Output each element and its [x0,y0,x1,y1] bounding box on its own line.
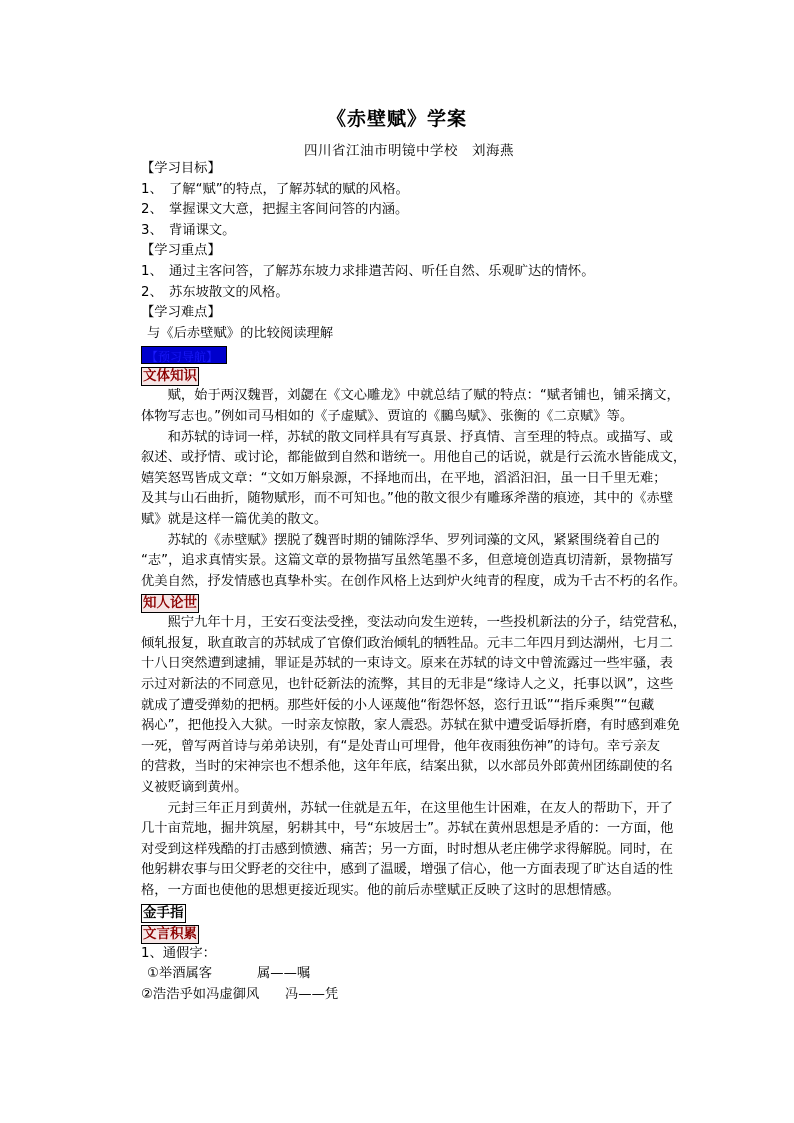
difficulty-heading: 【学习难点】 [141,305,221,321]
goal-item: 2、 掌握课文大意，把握主客间问答的内涵。 [141,202,409,218]
text-line: 优美自然，抒发情感也真挚朴实。在创作风格上达到炉火纯青的程度，成为千古不朽的名作。 [141,573,687,589]
document-body [141,159,687,1005]
text-line: 嬉笑怒骂皆成文章：“文如万斛泉源，不择地而出，在平地，滔滔汩汩，虽一日千里无难； [141,470,667,486]
text-line: 熙宁九年十月，王安石变法受挫，变法动向发生逆转，一些投机新法的分子，结党营私， [141,615,687,631]
goals-heading: 【学习目标】 [141,161,221,176]
text-line: 倾轧报复，耿直敢言的苏轼成了官僚们政治倾轧的牺牲品。元丰二年四月到达湖州，七月二 [141,635,673,651]
tongjia-item: ①举酒属客 属——嘱 [147,966,311,982]
text-line: “志”，追求真情实景。这篇文章的景物描写虽然笔墨不多，但意境创造真切清新，景物描写 [141,553,674,569]
text-line: 叙述、或抒情、或讨论，都能做到自然和谐统一。用他自己的话说，就是行云流水皆能成文， [141,450,687,466]
text-line: 及其与山石曲折，随物赋形，而不可知也。”他的散文很少有雕琢斧凿的痕迹，其中的《赤壁 [141,491,674,507]
text-line: 祸心”，把他投入大狱。一时亲友惊散，家人震恐。苏轼在狱中遭受诟辱折磨，有时感到难免 [141,718,680,734]
text-line: 他躬耕农事与田父野老的交往中，感到了温暖，增强了信心，他一方面表现了旷达自适的性 [141,862,673,878]
difficulty-text: 与《后赤壁赋》的比较阅读理解 [147,325,334,341]
focus-item: 1、 通过主客问答，了解苏东坡力求排遣苦闷、听任自然、乐观旷达的情怀。 [141,263,595,279]
tongjia-item: ②浩浩乎如冯虚御风 冯——凭 [141,986,339,1002]
golden-finger-tag: 金手指 [143,904,184,921]
classical-accumulation-tag: 文言积累 [143,925,197,942]
text-line: 一死，曾写两首诗与弟弟诀别，有“是处青山可埋骨，他年夜雨独伤神”的诗句。幸亏亲友 [141,738,661,754]
text-line: 义被贬谪到黄州。 [141,780,248,796]
text-line: 格，一方面也使他的思想更接近现实。他的前后赤壁赋正反映了这时的思想情感。 [141,883,620,898]
text-line: 就成了遭受弹劾的把柄。那些奸佞的小人诬蔑他“衔怨怀怒，恣行丑诋”“指斥乘舆”“包藏 [141,697,655,713]
author-byline: 四川省江油市明镜中学校 刘海燕 [304,143,514,159]
genre-knowledge-tag: 文体知识 [143,368,197,385]
text-line: 十八日突然遭到逮捕，罪证是苏轼的一束诗文。原来在苏轼的诗文中曾流露过一些牢骚，表 [141,656,673,672]
text-line: 体物写志也。”例如司马相如的《子虚赋》、贾谊的《鵩鸟赋》、张衡的《二京赋》等。 [141,408,634,424]
text-line: 苏轼的《赤壁赋》摆脱了魏晋时期的铺陈浮华、罗列词藻的文风，紧紧围绕着自己的 [141,532,660,548]
section-bar-preview: 【预习导航】 [141,346,227,364]
tongjia-heading: 1、通假字： [141,945,216,961]
text-line: 赋》就是这样一篇优美的散文。 [141,511,328,527]
focus-heading: 【学习重点】 [141,243,221,259]
author-background-tag: 知人论世 [143,595,197,612]
text-line: 的营救，当时的宋神宗也不想杀他，这年年底，结案出狱，以水部员外郎黄州团练副使的名 [141,759,673,775]
text-line: 元封三年正月到黄州，苏轼一住就是五年，在这里他生计困难，在友人的帮助下，开了 [141,800,673,816]
text-line: 赋，始于两汉魏晋，刘勰在《文心雕龙》中就总结了赋的特点：“赋者铺也，铺采摛文， [141,388,680,404]
text-line: 示过对新法的不同意见，也针砭新法的流弊，其目的无非是“缘诗人之义，托事以讽”，这些 [141,677,674,693]
text-line: 和苏轼的诗词一样，苏轼的散文同样具有写真景、抒真情、言至理的特点。或描写、或 [141,429,673,445]
text-line: 对受到这样残酷的打击感到愤懑、痛苦；另一方面，时时想从老庄佛学求得解脱。同时，在 [141,841,673,857]
goal-item: 1、 了解“赋”的特点，了解苏轼的赋的风格。 [141,181,409,197]
goal-item: 3、 背诵课文。 [141,222,236,238]
focus-item: 2、 苏东坡散文的风格。 [141,284,289,300]
page-title: 《赤壁赋》学案 [326,108,467,130]
text-line: 几十亩荒地，掘井筑屋，躬耕其中，号“东坡居士”。苏轼在黄州思想是矛盾的：一方面，他 [141,821,674,837]
